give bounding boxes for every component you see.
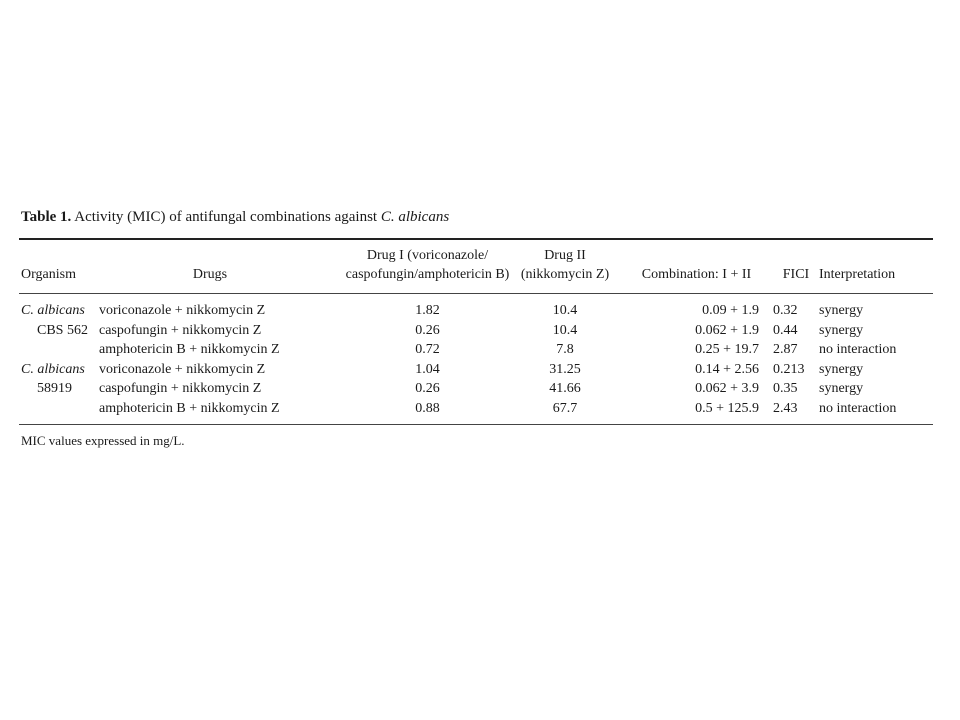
header-drugs: Drugs [192, 267, 228, 282]
cell-interpretation: synergy [819, 322, 864, 338]
caption-organism: C. albicans [380, 209, 450, 225]
cell-combination: 0.062 + 3.9 [695, 381, 759, 396]
cell-drug-2: 10.4 [552, 322, 578, 338]
table-figure [19, 208, 933, 449]
cell-drug-1: 0.88 [415, 400, 440, 416]
cell-fici: 0.32 [773, 303, 798, 318]
cell-drugs: voriconazole + nikkomycin Z [99, 303, 266, 318]
header-drug-2-line-2: (nikkomycin Z) [520, 267, 610, 282]
cell-drug-2: 41.66 [549, 381, 581, 396]
cell-fici: 2.43 [773, 400, 798, 416]
header-drug-2-line-1: Drug II [544, 248, 586, 263]
cell-interpretation: no interaction [819, 400, 897, 416]
cell-drugs: amphotericin B + nikkomycin Z [99, 400, 280, 416]
cell-fici: 2.87 [773, 342, 798, 357]
cell-organism: CBS 562 [37, 322, 88, 338]
table-row [19, 294, 933, 321]
cell-combination: 0.5 + 125.9 [695, 400, 759, 416]
cell-interpretation: synergy [819, 381, 864, 396]
header-fici: FICI [782, 267, 810, 282]
results-table [19, 240, 933, 424]
cell-drug-1: 1.82 [415, 303, 440, 318]
cell-organism [19, 399, 99, 425]
cell-fici: 0.35 [773, 381, 798, 396]
cell-drugs: amphotericin B + nikkomycin Z [99, 342, 280, 357]
header-drug-1-line-2: caspofungin/amphotericin B) [345, 267, 510, 282]
cell-organism: 58919 [37, 381, 72, 396]
cell-drug-1: 0.26 [415, 322, 440, 338]
cell-fici: 0.213 [773, 361, 805, 377]
table-footnote: MIC values expressed in mg/L. [21, 433, 185, 448]
table-header [19, 240, 933, 294]
cell-combination: 0.14 + 2.56 [695, 361, 759, 377]
table-body [19, 294, 933, 424]
cell-drug-1: 0.72 [415, 342, 440, 357]
cell-organism [19, 340, 99, 360]
header-drug-1 [345, 240, 510, 293]
cell-drug-2: 10.4 [552, 303, 578, 318]
table-row [19, 340, 933, 360]
table-row [19, 321, 933, 341]
cell-organism: C. albicans [21, 303, 85, 318]
cell-drug-1: 1.04 [415, 361, 440, 377]
cell-drugs: caspofungin + nikkomycin Z [99, 322, 262, 338]
header-drug-1-line-1: Drug I (voriconazole/ [366, 248, 489, 263]
cell-drugs: voriconazole + nikkomycin Z [99, 361, 266, 377]
caption-label: Table 1. [21, 209, 72, 225]
header-interpretation: Interpretation [819, 267, 896, 282]
cell-drugs: caspofungin + nikkomycin Z [99, 381, 262, 396]
caption-text: Activity (MIC) of antifungal combinations against [74, 209, 378, 225]
cell-drug-2: 7.8 [556, 342, 574, 357]
header-drug-2 [510, 240, 620, 293]
table-caption [21, 208, 933, 226]
cell-drug-2: 67.7 [552, 400, 578, 416]
cell-organism: C. albicans [21, 361, 85, 377]
table-row [19, 360, 933, 380]
cell-combination: 0.09 + 1.9 [702, 303, 759, 318]
table-row [19, 399, 933, 425]
bottom-rule [19, 424, 933, 425]
header-row [19, 240, 933, 293]
cell-combination: 0.25 + 19.7 [695, 342, 759, 357]
cell-interpretation: synergy [819, 361, 864, 377]
cell-combination: 0.062 + 1.9 [695, 322, 759, 338]
cell-drug-2: 31.25 [549, 361, 581, 377]
table-row [19, 379, 933, 399]
header-organism: Organism [21, 267, 76, 282]
header-combination: Combination: I + II [641, 267, 752, 282]
cell-interpretation: synergy [819, 303, 864, 318]
cell-drug-1: 0.26 [415, 381, 440, 396]
cell-interpretation: no interaction [819, 342, 897, 357]
cell-fici: 0.44 [773, 322, 798, 338]
